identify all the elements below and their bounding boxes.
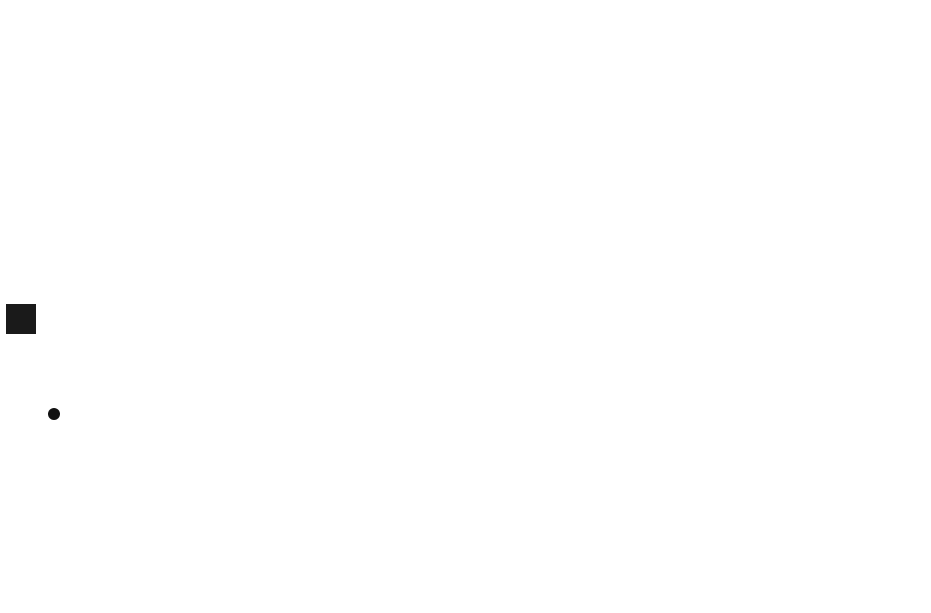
section-heading: [48, 404, 64, 423]
bullet-icon: [48, 408, 60, 420]
chapter-tab: [6, 304, 36, 334]
